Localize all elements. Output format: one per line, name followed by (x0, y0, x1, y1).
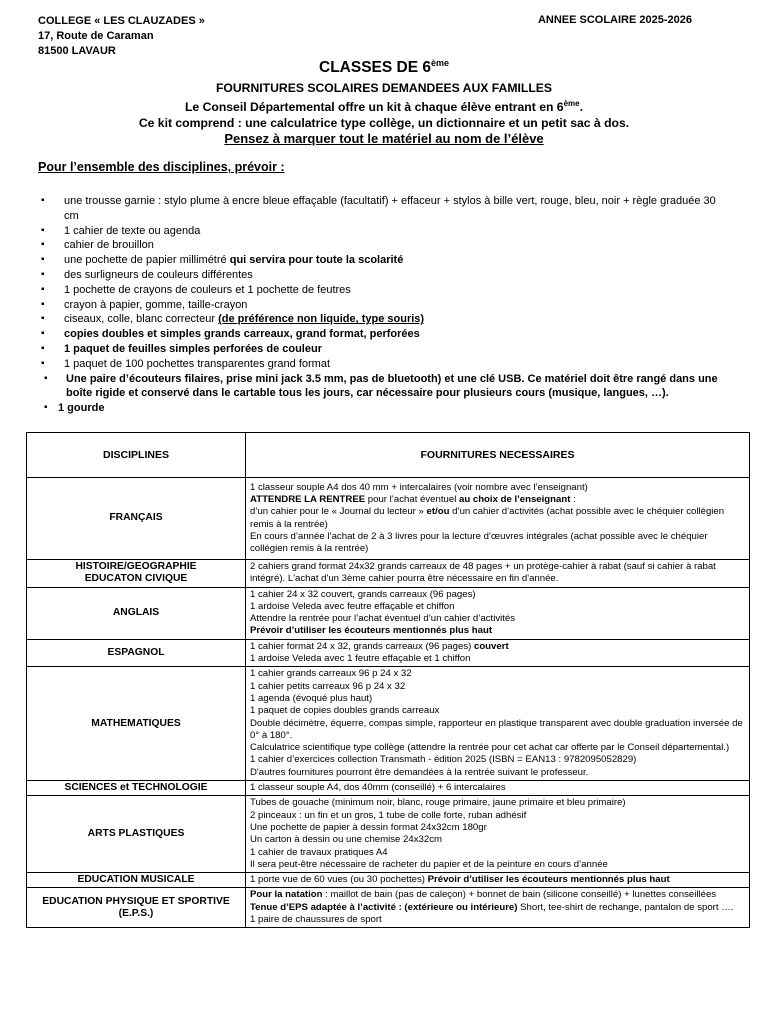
supply-line: 1 cahier de travaux pratiques A4 (250, 846, 388, 858)
supply-text: d’un cahier pour le « Journal du lecteur » (250, 506, 427, 518)
intro-block (0, 80, 768, 147)
table-row (27, 888, 750, 928)
discipline-supplies (246, 560, 750, 588)
item-text-bold: qui servira pour toute la scolarité (229, 254, 404, 267)
supply-line (250, 641, 745, 653)
discipline-name-line: EDUCATION PHYSIQUE ET SPORTIVE (42, 895, 230, 907)
supply-line: Il sera peut-être nécessaire de racheter du papier et de la peinture en cours d’année (250, 858, 608, 870)
supply-line (250, 889, 745, 901)
table-row (27, 478, 750, 560)
table-row (27, 796, 750, 873)
supply-line (250, 506, 745, 531)
list-item: ▪ des surligneurs de couleurs différentes (38, 268, 728, 283)
discipline-name: FRANÇAIS (27, 478, 246, 560)
table-row (27, 873, 750, 888)
list-item (38, 253, 728, 268)
list-item: ▪ 1 gourde (44, 401, 728, 416)
discipline-name: EDUCATION MUSICALE (27, 873, 246, 888)
table-header-row (27, 433, 750, 478)
supply-bold: et/ou (426, 506, 450, 518)
table-row (27, 781, 750, 796)
list-item: ▪ Une paire d’écouteurs filaires, prise mini jack 3.5 mm, pas de bluetooth) et une clé USB. Ce matériel doit être rangé dans une boîte rigide et conservé dans le cartable tous les jours, car nécessaire pour plusieurs cours (musique, langues, …). (38, 372, 728, 402)
supply-text: pour l’achat éventuel (365, 493, 459, 505)
list-item: ▪ 1 paquet de 100 pochettes transparentes grand format (38, 357, 728, 372)
title-sup: ème (430, 58, 449, 68)
supply-line: Tubes de gouache (minimum noir, blanc, rouge primaire, jaune primaire et bleu primaire) (250, 797, 626, 809)
supply-line: 1 paquet de copies doubles grands carreaux (250, 705, 440, 717)
discipline-name: MATHEMATIQUES (27, 667, 246, 781)
supply-bold: Prévoir d’utiliser les écouteurs mentionnés plus haut (427, 874, 670, 886)
school-name: COLLEGE « LES CLAUZADES » (38, 15, 205, 27)
discipline-name-line: HISTOIRE/GEOGRAPHIE (75, 561, 197, 572)
supply-line: Un carton à dessin ou une chemise 24x32cm (250, 834, 442, 846)
supply-line (250, 874, 745, 886)
supply-line: 1 ardoise Veleda avec 1 feutre effaçable et 1 chiffon (250, 653, 471, 665)
supply-line: Calculatrice scientifique type collège (attendre la rentrée pour cet achat car offerte par le Conseil départemental.) (250, 742, 730, 754)
item-text: une pochette de papier millimétré (64, 254, 230, 267)
discipline-name (27, 888, 246, 928)
discipline-supplies (246, 873, 750, 888)
table-row (27, 639, 750, 667)
supply-text: : maillot de bain (pas de caleçon) + bonnet de bain (silicone conseillé) + lunettes conseillées (322, 889, 717, 901)
list-item (38, 312, 728, 327)
supply-bold: Pour la natation (250, 889, 323, 901)
title-text: CLASSES DE 6 (319, 59, 431, 77)
intro-line-4: Pensez à marquer tout le matériel au nom de l’élève (224, 131, 544, 147)
supply-line: Prévoir d’utiliser les écouteurs mentionnés plus haut (250, 625, 493, 637)
discipline-supplies (246, 587, 750, 639)
discipline-supplies (246, 796, 750, 873)
column-header-disciplines: DISCIPLINES (27, 433, 246, 478)
supply-line: Attendre la rentrée pour l’achat éventuel d’un cahier d’activités (250, 613, 516, 625)
supply-line (250, 902, 745, 914)
intro-line-2-text: Le Conseil Départemental offre un kit à chaque élève entrant en 6 (184, 100, 564, 115)
discipline-supplies (246, 781, 750, 796)
intro-line-1: FOURNITURES SCOLAIRES DEMANDEES AUX FAMILLES (215, 81, 553, 95)
supply-line: 1 agenda (évoqué plus haut) (250, 692, 373, 704)
list-item: ▪ copies doubles et simples grands carreaux, grand format, perforées (38, 327, 728, 342)
supplies-list (38, 194, 728, 416)
supply-bold: Tenue d’EPS adaptée à l’activité : (extérieure ou intérieure) (250, 901, 518, 913)
supply-text: 1 porte vue de 60 vues (ou 30 pochettes) (250, 874, 428, 886)
supply-text: 1 cahier format 24 x 32, grands carreaux (96 pages) (250, 640, 474, 652)
supply-line: En cours d’année l’achat de 2 à 3 livres pour la lecture d’œuvres intégrales (achat possible avec le chéquier collégien remis à la rentrée) (250, 530, 708, 555)
supply-bold: couvert (473, 640, 509, 652)
page-title (0, 58, 768, 77)
school-city: 81500 LAVAUR (38, 45, 116, 57)
item-text-bold: (de préférence non liquide, type souris) (218, 313, 425, 326)
supply-line: 2 pinceaux : un fin et un gros, 1 tube de colle forte, ruban adhésif (250, 809, 527, 821)
item-text: ciseaux, colle, blanc correcteur (64, 313, 219, 326)
supply-line: D'autres fournitures pourront être demandées à la rentrée suivant le professeur. (250, 766, 589, 778)
supply-line: 1 ardoise Veleda avec feutre effaçable et chiffon (250, 600, 455, 612)
discipline-name (27, 560, 246, 588)
supply-line: 1 cahier petits carreaux 96 p 24 x 32 (250, 680, 406, 692)
supply-line: 1 cahier d’exercices collection Transmath - édition 2025 (ISBN = EAN13 : 9782095052829) (250, 754, 637, 766)
list-item: ▪ 1 cahier de texte ou agenda (38, 224, 728, 239)
table-row (27, 587, 750, 639)
supply-line: 1 classeur souple A4, dos 40mm (conseillé) + 6 intercalaires (250, 782, 506, 794)
intro-line-3: Ce kit comprend : une calculatrice type collège, un dictionnaire et un petit sac à dos. (138, 116, 630, 131)
supply-line: 1 cahier grands carreaux 96 p 24 x 32 (250, 668, 412, 680)
discipline-name-line: EDUCATON CIVIQUE (84, 573, 188, 585)
supply-bold: au choix de l’enseignant (459, 493, 571, 505)
school-year: ANNEE SCOLAIRE 2025-2026 (537, 14, 692, 26)
supply-bold: ATTENDRE LA RENTREE (250, 493, 366, 505)
supply-line: Double décimètre, équerre, compas simple, rapporteur en plastique transparent avec double graduation inversée de 0° à 180°. (250, 717, 743, 741)
supply-line (250, 494, 745, 506)
discipline-name: ANGLAIS (27, 587, 246, 639)
table-row (27, 667, 750, 781)
intro-line-2-sup: ème (563, 99, 580, 108)
supply-text: Short, tee-shirt de rechange, pantalon de sport …. (517, 901, 734, 913)
list-item: ▪ cahier de brouillon (38, 238, 728, 253)
supply-text: : (570, 493, 576, 505)
discipline-name-line: (E.P.S.) (118, 907, 154, 919)
intro-line-2 (0, 96, 768, 115)
supply-line: Une pochette de papier à dessin format 24x32cm 180gr (250, 821, 487, 833)
list-item: ▪ crayon à papier, gomme, taille-crayon (38, 298, 728, 313)
intro-line-2-end: . (579, 100, 583, 115)
list-item: ▪ une trousse garnie : stylo plume à encre bleue effaçable (facultatif) + effaceur + stylos à bille vert, rouge, bleu, noir + règle graduée 30 cm (38, 194, 728, 224)
discipline-supplies (246, 478, 750, 560)
section-title: Pour l’ensemble des disciplines, prévoir : (38, 160, 285, 174)
supply-text: d’un cahier d’activités (achat possible avec le chéquier collégien remis à la rentrée) (250, 506, 725, 530)
supply-line: 1 paire de chaussures de sport (250, 914, 382, 926)
disciplines-table (26, 432, 750, 928)
discipline-name: SCIENCES et TECHNOLOGIE (27, 781, 246, 796)
discipline-supplies (246, 639, 750, 667)
supply-line: 1 classeur souple A4 dos 40 mm + intercalaires (voir nombre avec l’enseignant) (250, 481, 588, 493)
school-header (38, 14, 205, 59)
discipline-supplies (246, 888, 750, 928)
discipline-supplies (246, 667, 750, 781)
discipline-name: ARTS PLASTIQUES (27, 796, 246, 873)
list-item: ▪ 1 pochette de crayons de couleurs et 1 pochette de feutres (38, 283, 728, 298)
table-row (27, 560, 750, 588)
supply-line: 2 cahiers grand format 24x32 grands carreaux de 48 pages + un protège-cahier à rabat (sauf si cahier à rabat intégré). L'achat d'un 3ème cahier pourra être nécessaire en fin d'année. (250, 561, 716, 585)
school-address: 17, Route de Caraman (38, 30, 154, 42)
discipline-name: ESPAGNOL (27, 639, 246, 667)
column-header-supplies: FOURNITURES NECESSAIRES (246, 433, 750, 478)
supply-line: 1 cahier 24 x 32 couvert, grands carreaux (96 pages) (250, 588, 476, 600)
list-item: ▪ 1 paquet de feuilles simples perforées de couleur (38, 342, 728, 357)
